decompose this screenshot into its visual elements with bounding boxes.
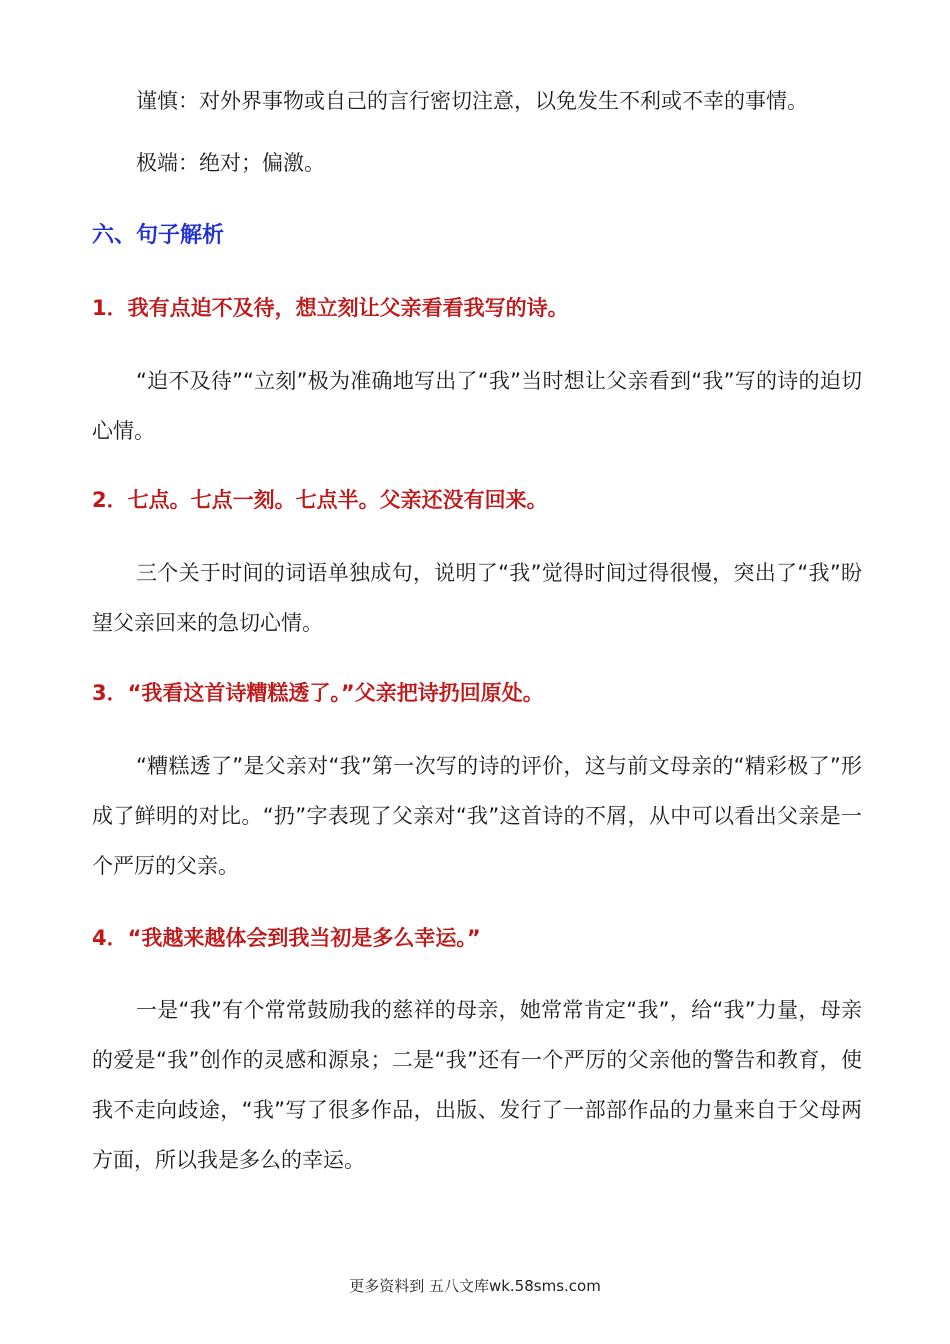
sentence-3: 3．“我看这首诗糟糕透了。”父亲把诗扔回原处。 bbox=[92, 681, 544, 705]
analysis-4: 一是“我”有个常常鼓励我的慈祥的母亲，她常常肯定“我”，给“我”力量，母亲的爱是“我”创作的灵感和源泉；二是“我”还有一个严厉的父亲他的警告和教育，使我不走向歧途，“我”写了很多作品，出版、发行了一部部作品的力量来自于父母两方面，所以我是多么的幸运。 bbox=[92, 998, 862, 1172]
footer-link[interactable]: 更多资料到 五八文库wk.58sms.com bbox=[349, 1277, 601, 1295]
section-title: 六、句子解析 bbox=[92, 223, 225, 248]
analysis-3: “糟糕透了”是父亲对“我”第一次写的诗的评价，这与前文母亲的“精彩极了”形成了鲜明的对比。“扔”字表现了父亲对“我”这首诗的不屑，从中可以看出父亲是一个严厉的父亲。 bbox=[92, 754, 862, 878]
sentence-4: 4．“我越来越体会到我当初是多么幸运。” bbox=[92, 926, 481, 950]
definition-jinshen: 谨慎：对外界事物或自己的言行密切注意，以免发生不利或不幸的事情。 bbox=[136, 89, 808, 113]
analysis-2: 三个关于时间的词语单独成句，说明了“我”觉得时间过得很慢，突出了“我”盼望父亲回来的急切心情。 bbox=[92, 561, 862, 635]
sentence-1: 1．我有点迫不及待，想立刻让父亲看看我写的诗。 bbox=[92, 296, 569, 320]
analysis-1: “迫不及待”“立刻”极为准确地写出了“我”当时想让父亲看到“我”写的诗的迫切心情。 bbox=[92, 369, 862, 443]
sentence-2: 2．七点。七点一刻。七点半。父亲还没有回来。 bbox=[92, 488, 548, 512]
definition-jiduan: 极端：绝对；偏激。 bbox=[136, 151, 325, 175]
